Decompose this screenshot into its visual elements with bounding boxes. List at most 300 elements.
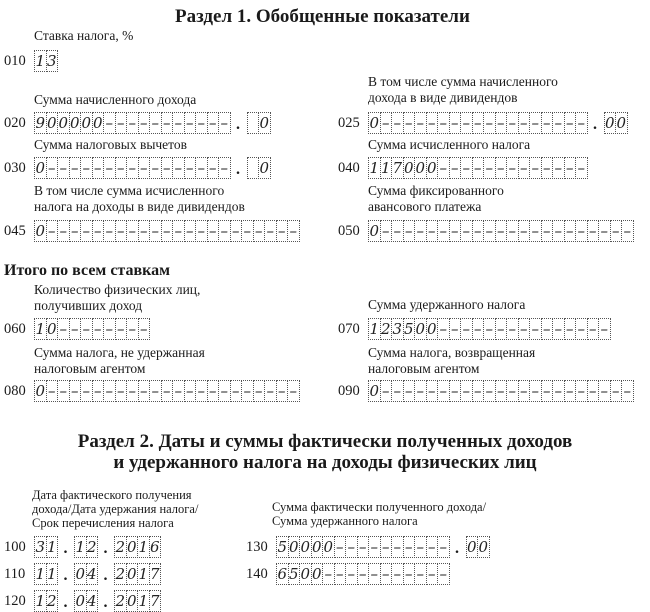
digit-cell[interactable]: – [149, 112, 162, 134]
digit-cell[interactable]: – [92, 380, 105, 402]
digit-cell[interactable]: – [541, 220, 554, 242]
digit-cell[interactable]: – [57, 157, 70, 179]
date-field[interactable] [34, 536, 160, 558]
digit-cell[interactable]: – [495, 112, 508, 134]
value-field[interactable] [368, 112, 627, 134]
digit-cell[interactable]: – [518, 157, 531, 179]
digit-cell[interactable]: – [391, 563, 404, 585]
digit-cell[interactable]: – [380, 536, 393, 558]
digit-cell[interactable]: 0 [369, 222, 380, 240]
digit-cell[interactable]: – [264, 220, 277, 242]
digit-cell[interactable]: – [495, 220, 508, 242]
digit-cell[interactable]: – [161, 220, 174, 242]
day-cell[interactable]: 1 [46, 538, 57, 556]
digit-cell[interactable]: – [437, 112, 450, 134]
digit-cell[interactable]: – [437, 536, 450, 558]
digit-cell[interactable]: – [564, 220, 577, 242]
value-field[interactable] [368, 318, 610, 340]
digit-cell[interactable]: – [460, 220, 473, 242]
digit-cell[interactable]: – [207, 380, 220, 402]
digit-cell[interactable]: – [253, 380, 266, 402]
day-cell[interactable]: 3 [35, 538, 46, 556]
digit-cell[interactable]: – [506, 380, 519, 402]
day-cell[interactable]: 1 [46, 565, 57, 583]
digit-cell[interactable]: 9 [35, 114, 46, 132]
value-field[interactable] [368, 157, 587, 179]
month-cell[interactable]: 1 [75, 538, 86, 556]
year-cell[interactable]: 0 [126, 565, 137, 583]
day-cell[interactable]: 1 [35, 592, 46, 610]
fraction-cell[interactable]: 0 [259, 114, 270, 132]
digit-cell[interactable]: – [460, 318, 473, 340]
digit-cell[interactable]: – [506, 112, 519, 134]
digit-cell[interactable]: – [80, 318, 93, 340]
digit-cell[interactable]: 0 [81, 114, 92, 132]
digit-cell[interactable]: – [380, 112, 393, 134]
digit-cell[interactable]: – [621, 220, 634, 242]
digit-cell[interactable]: 1 [369, 159, 380, 177]
digit-cell[interactable]: – [92, 318, 105, 340]
digit-cell[interactable]: 1 [35, 320, 46, 338]
digit-cell[interactable]: – [460, 157, 473, 179]
fraction-cell[interactable]: 0 [259, 159, 270, 177]
digit-cell[interactable]: – [126, 157, 139, 179]
digit-cell[interactable]: – [138, 220, 151, 242]
digit-cell[interactable]: – [184, 220, 197, 242]
digit-cell[interactable]: – [80, 220, 93, 242]
digit-cell[interactable]: – [414, 380, 427, 402]
digit-cell[interactable]: 0 [426, 320, 437, 338]
digit-cell[interactable]: – [495, 318, 508, 340]
digit-cell[interactable]: – [276, 220, 289, 242]
digit-cell[interactable]: 1 [380, 159, 391, 177]
digit-cell[interactable]: – [575, 112, 588, 134]
digit-cell[interactable]: – [69, 157, 82, 179]
digit-cell[interactable]: – [598, 380, 611, 402]
decimal-point: . [103, 594, 108, 611]
digit-cell[interactable]: – [126, 112, 139, 134]
digit-cell[interactable]: – [472, 157, 485, 179]
fraction-cell[interactable]: 0 [616, 114, 627, 132]
line-code: 060 [4, 321, 26, 337]
digit-cell[interactable]: – [403, 536, 416, 558]
digit-cell[interactable]: 0 [426, 159, 437, 177]
sum-label [272, 500, 486, 528]
digit-cell[interactable]: – [426, 112, 439, 134]
value-field[interactable] [34, 112, 270, 134]
line-code: 140 [246, 566, 268, 582]
digit-cell[interactable]: – [437, 157, 450, 179]
digit-cell[interactable]: – [46, 157, 59, 179]
digit-cell[interactable]: – [610, 220, 623, 242]
digit-cell[interactable]: – [495, 157, 508, 179]
digit-cell[interactable]: – [115, 157, 128, 179]
digit-cell[interactable]: – [529, 380, 542, 402]
decimal-point: . [593, 116, 597, 133]
digit-cell[interactable]: – [241, 380, 254, 402]
decimal-point: . [236, 116, 240, 133]
digit-cell[interactable]: – [437, 563, 450, 585]
digit-cell[interactable]: – [357, 536, 370, 558]
digit-cell[interactable]: – [403, 380, 416, 402]
digit-cell[interactable]: 0 [35, 159, 46, 177]
digit-cell[interactable]: – [587, 220, 600, 242]
digit-cell[interactable]: – [172, 220, 185, 242]
field-label-line: Сумма исчисленного налога [368, 137, 531, 152]
digit-cell[interactable]: 0 [300, 538, 311, 556]
digit-cell[interactable]: – [57, 380, 70, 402]
fraction-cell[interactable]: 0 [604, 114, 615, 132]
value-field[interactable] [34, 380, 299, 402]
day-cell[interactable]: 1 [35, 565, 46, 583]
digit-cell[interactable]: – [552, 380, 565, 402]
digit-cell[interactable]: – [541, 157, 554, 179]
digit-cell[interactable]: – [161, 112, 174, 134]
digit-cell[interactable]: – [103, 112, 116, 134]
digit-cell[interactable]: – [241, 220, 254, 242]
digit-cell[interactable]: – [483, 112, 496, 134]
digit-cell[interactable]: – [552, 318, 565, 340]
digit-cell[interactable]: – [172, 112, 185, 134]
digit-cell[interactable]: – [518, 112, 531, 134]
digit-cell[interactable]: – [541, 380, 554, 402]
decimal-point: . [63, 540, 68, 557]
year-cell[interactable]: 1 [138, 592, 149, 610]
digit-cell[interactable]: – [506, 157, 519, 179]
field-label [368, 74, 558, 106]
digit-cell[interactable]: – [495, 380, 508, 402]
digit-cell[interactable]: – [426, 220, 439, 242]
digit-cell[interactable]: – [391, 380, 404, 402]
day-cell[interactable]: 2 [46, 592, 57, 610]
year-cell[interactable]: 2 [115, 565, 126, 583]
digit-cell[interactable]: – [610, 380, 623, 402]
digit-cell[interactable]: – [103, 220, 116, 242]
digit-cell[interactable]: – [345, 536, 358, 558]
digit-cell[interactable]: – [598, 220, 611, 242]
digit-cell[interactable]: 2 [380, 320, 391, 338]
digit-cell[interactable]: 0 [69, 114, 80, 132]
line-code: 010 [4, 53, 26, 69]
digit-cell[interactable]: – [138, 112, 151, 134]
digit-cell[interactable]: – [218, 220, 231, 242]
digit-cell[interactable]: 0 [58, 114, 69, 132]
digit-cell[interactable]: – [449, 112, 462, 134]
digit-cell[interactable]: – [518, 220, 531, 242]
digit-cell[interactable]: – [287, 220, 300, 242]
digit-cell[interactable]: – [483, 318, 496, 340]
digit-cell[interactable]: – [483, 220, 496, 242]
value-field[interactable] [34, 220, 299, 242]
digit-cell[interactable]: – [218, 157, 231, 179]
digit-cell[interactable]: 3 [46, 52, 57, 70]
digit-cell[interactable]: – [529, 318, 542, 340]
digit-cell[interactable]: 0 [415, 320, 426, 338]
digit-cell[interactable]: – [46, 220, 59, 242]
year-cell[interactable]: 7 [149, 565, 160, 583]
digit-cell[interactable]: – [541, 112, 554, 134]
digit-cell[interactable]: – [184, 157, 197, 179]
digit-cell[interactable]: – [414, 536, 427, 558]
field-label-line: Сумма фиксированного [368, 183, 504, 198]
digit-cell[interactable]: – [460, 112, 473, 134]
digit-cell[interactable]: – [207, 220, 220, 242]
date-field[interactable] [34, 563, 160, 585]
line-code: 070 [338, 321, 360, 337]
digit-cell[interactable]: – [138, 380, 151, 402]
field-label [34, 28, 133, 44]
date-field[interactable] [34, 590, 160, 612]
digit-cell[interactable]: – [218, 112, 231, 134]
digit-cell[interactable]: 5 [403, 320, 414, 338]
field-label-line: Количество физических лиц, [34, 282, 201, 297]
digit-cell[interactable]: – [253, 220, 266, 242]
digit-cell[interactable]: – [403, 563, 416, 585]
digit-cell[interactable]: – [437, 318, 450, 340]
digit-cell[interactable]: 7 [392, 159, 403, 177]
digit-cell[interactable]: – [437, 220, 450, 242]
digit-cell[interactable]: – [414, 220, 427, 242]
year-cell[interactable]: 7 [149, 592, 160, 610]
field-label-line: В том числе сумма начисленного [368, 74, 558, 89]
digit-cell[interactable]: – [345, 563, 358, 585]
digit-cell[interactable]: – [426, 536, 439, 558]
digit-cell[interactable]: – [368, 563, 381, 585]
digit-cell[interactable]: – [449, 380, 462, 402]
digit-cell[interactable]: – [552, 157, 565, 179]
digit-cell[interactable]: – [587, 318, 600, 340]
digit-cell[interactable]: – [449, 157, 462, 179]
digit-cell[interactable]: – [184, 380, 197, 402]
digit-cell[interactable]: – [437, 380, 450, 402]
digit-cell[interactable]: – [587, 380, 600, 402]
digit-cell[interactable]: – [92, 157, 105, 179]
digit-cell[interactable]: – [334, 563, 347, 585]
digit-cell[interactable]: – [403, 220, 416, 242]
digit-cell[interactable]: 0 [403, 159, 414, 177]
digit-cell[interactable]: – [506, 318, 519, 340]
value-field[interactable] [34, 318, 149, 340]
digit-cell[interactable]: 0 [311, 538, 322, 556]
digit-cell[interactable]: – [575, 220, 588, 242]
year-cell[interactable]: 6 [149, 538, 160, 556]
digit-cell[interactable]: 0 [369, 382, 380, 400]
year-cell[interactable]: 2 [115, 538, 126, 556]
field-label-line: В том числе сумма исчисленного [34, 183, 225, 198]
value-field[interactable] [368, 220, 633, 242]
line-code: 120 [4, 593, 26, 609]
amount-field[interactable] [276, 536, 489, 558]
digit-cell[interactable]: – [564, 380, 577, 402]
digit-cell[interactable]: – [230, 220, 243, 242]
digit-cell[interactable]: 6 [277, 565, 288, 583]
digit-cell[interactable]: – [126, 220, 139, 242]
digit-cell[interactable]: – [126, 380, 139, 402]
month-cell[interactable]: 2 [86, 538, 97, 556]
digit-cell[interactable]: 0 [415, 159, 426, 177]
line-code: 045 [4, 223, 26, 239]
digit-cell[interactable]: – [149, 220, 162, 242]
digit-cell[interactable]: – [276, 380, 289, 402]
digit-cell[interactable]: – [564, 318, 577, 340]
digit-cell[interactable]: – [46, 380, 59, 402]
digit-cell[interactable]: – [92, 220, 105, 242]
digit-cell[interactable]: – [552, 220, 565, 242]
month-cell[interactable]: 4 [86, 565, 97, 583]
digit-cell[interactable]: – [80, 157, 93, 179]
field-label [34, 345, 205, 377]
digit-cell[interactable]: – [380, 380, 393, 402]
digit-cell[interactable]: – [230, 380, 243, 402]
digit-cell[interactable]: – [69, 380, 82, 402]
digit-cell[interactable]: – [115, 112, 128, 134]
year-cell[interactable]: 0 [126, 538, 137, 556]
digit-cell[interactable]: – [472, 112, 485, 134]
decimal-point: . [63, 594, 68, 611]
digit-cell[interactable]: – [380, 563, 393, 585]
fraction-cell[interactable]: 0 [478, 538, 489, 556]
digit-cell[interactable]: – [472, 380, 485, 402]
digit-cell[interactable]: – [472, 318, 485, 340]
digit-cell[interactable]: – [483, 157, 496, 179]
value-field[interactable] [34, 157, 270, 179]
digit-cell[interactable]: – [506, 220, 519, 242]
digit-cell[interactable]: – [575, 157, 588, 179]
digit-cell[interactable]: – [403, 112, 416, 134]
digit-cell[interactable]: – [207, 112, 220, 134]
digit-cell[interactable]: 3 [392, 320, 403, 338]
digit-cell[interactable]: – [368, 536, 381, 558]
digit-cell[interactable]: – [472, 220, 485, 242]
year-cell[interactable]: 0 [126, 592, 137, 610]
digit-cell[interactable]: – [541, 318, 554, 340]
digit-cell[interactable]: – [195, 220, 208, 242]
digit-cell[interactable]: – [69, 318, 82, 340]
digit-cell[interactable]: 5 [277, 538, 288, 556]
digit-cell[interactable]: – [414, 112, 427, 134]
digit-cell[interactable]: – [115, 220, 128, 242]
digit-cell[interactable]: – [172, 157, 185, 179]
digit-cell[interactable]: – [621, 380, 634, 402]
digit-cell[interactable]: – [103, 318, 116, 340]
digit-cell[interactable]: – [460, 380, 473, 402]
digit-cell[interactable]: – [207, 157, 220, 179]
digit-cell[interactable]: – [103, 157, 116, 179]
digit-cell[interactable]: – [426, 563, 439, 585]
digit-cell[interactable]: – [529, 157, 542, 179]
digit-cell[interactable]: – [564, 112, 577, 134]
digit-cell[interactable]: – [357, 563, 370, 585]
digit-cell[interactable]: – [195, 380, 208, 402]
digit-cell[interactable]: – [172, 380, 185, 402]
digit-cell[interactable]: – [334, 536, 347, 558]
month-cell[interactable]: 0 [75, 565, 86, 583]
digit-cell[interactable]: – [322, 563, 335, 585]
digit-cell[interactable]: 0 [46, 114, 57, 132]
digit-cell[interactable]: – [529, 112, 542, 134]
digit-cell[interactable]: – [115, 318, 128, 340]
digit-cell[interactable]: – [57, 220, 70, 242]
digit-cell[interactable]: – [564, 157, 577, 179]
fraction-cell[interactable]: 0 [466, 538, 477, 556]
value-field[interactable] [368, 380, 633, 402]
digit-cell[interactable]: – [103, 380, 116, 402]
digit-cell[interactable]: – [380, 220, 393, 242]
digit-cell[interactable]: 0 [288, 538, 299, 556]
digit-cell[interactable]: – [195, 157, 208, 179]
year-cell[interactable]: 1 [138, 538, 149, 556]
digit-cell[interactable]: 1 [35, 52, 46, 70]
digit-cell[interactable]: – [287, 380, 300, 402]
digit-cell[interactable]: – [115, 380, 128, 402]
line-code: 025 [338, 115, 360, 131]
digit-cell[interactable]: – [518, 380, 531, 402]
digit-cell[interactable]: – [391, 112, 404, 134]
digit-cell[interactable]: – [529, 220, 542, 242]
digit-cell[interactable]: 0 [92, 114, 103, 132]
digit-cell[interactable]: – [161, 157, 174, 179]
digit-cell[interactable]: – [149, 380, 162, 402]
digit-cell[interactable]: – [598, 318, 611, 340]
digit-cell[interactable]: – [449, 318, 462, 340]
digit-cell[interactable]: 0 [323, 538, 334, 556]
digit-cell[interactable]: – [195, 112, 208, 134]
date-label-line: Срок перечисления налога [32, 516, 174, 530]
digit-cell[interactable]: 0 [35, 382, 46, 400]
decimal-point: . [103, 567, 108, 584]
digit-cell[interactable]: – [552, 112, 565, 134]
digit-cell[interactable]: – [575, 318, 588, 340]
digit-cell[interactable]: – [57, 318, 70, 340]
digit-cell[interactable]: 5 [288, 565, 299, 583]
digit-cell[interactable]: – [391, 536, 404, 558]
section1-title: Раздел 1. Обобщенные показатели [175, 6, 470, 27]
digit-cell[interactable]: – [426, 380, 439, 402]
amount-field[interactable] [276, 563, 449, 585]
field-label [34, 282, 200, 314]
digit-cell[interactable]: 0 [300, 565, 311, 583]
section2-title-line2: и удержанного налога на доходы физических лиц [113, 452, 537, 473]
digit-cell[interactable]: 0 [46, 320, 57, 338]
year-cell[interactable]: 2 [115, 592, 126, 610]
year-cell[interactable]: 1 [138, 565, 149, 583]
digit-cell[interactable]: – [149, 157, 162, 179]
digit-cell[interactable]: – [80, 380, 93, 402]
digit-cell[interactable]: – [449, 220, 462, 242]
value-field[interactable] [34, 50, 57, 72]
digit-cell[interactable]: – [414, 563, 427, 585]
digit-cell[interactable]: 0 [311, 565, 322, 583]
digit-cell[interactable]: 0 [35, 222, 46, 240]
digit-cell[interactable]: – [218, 380, 231, 402]
digit-cell[interactable]: 0 [369, 114, 380, 132]
digit-cell[interactable]: – [161, 380, 174, 402]
digit-cell[interactable]: – [69, 220, 82, 242]
digit-cell[interactable]: – [518, 318, 531, 340]
month-cell[interactable]: 4 [86, 592, 97, 610]
sum-label-line: Сумма удержанного налога [272, 514, 418, 528]
digit-cell[interactable]: – [138, 157, 151, 179]
digit-cell[interactable]: – [184, 112, 197, 134]
month-cell[interactable]: 0 [75, 592, 86, 610]
digit-cell[interactable]: – [126, 318, 139, 340]
digit-cell[interactable]: 1 [369, 320, 380, 338]
digit-cell[interactable]: – [483, 380, 496, 402]
digit-cell[interactable]: – [138, 318, 151, 340]
digit-cell[interactable]: – [264, 380, 277, 402]
digit-cell[interactable]: – [391, 220, 404, 242]
digit-cell[interactable]: – [575, 380, 588, 402]
